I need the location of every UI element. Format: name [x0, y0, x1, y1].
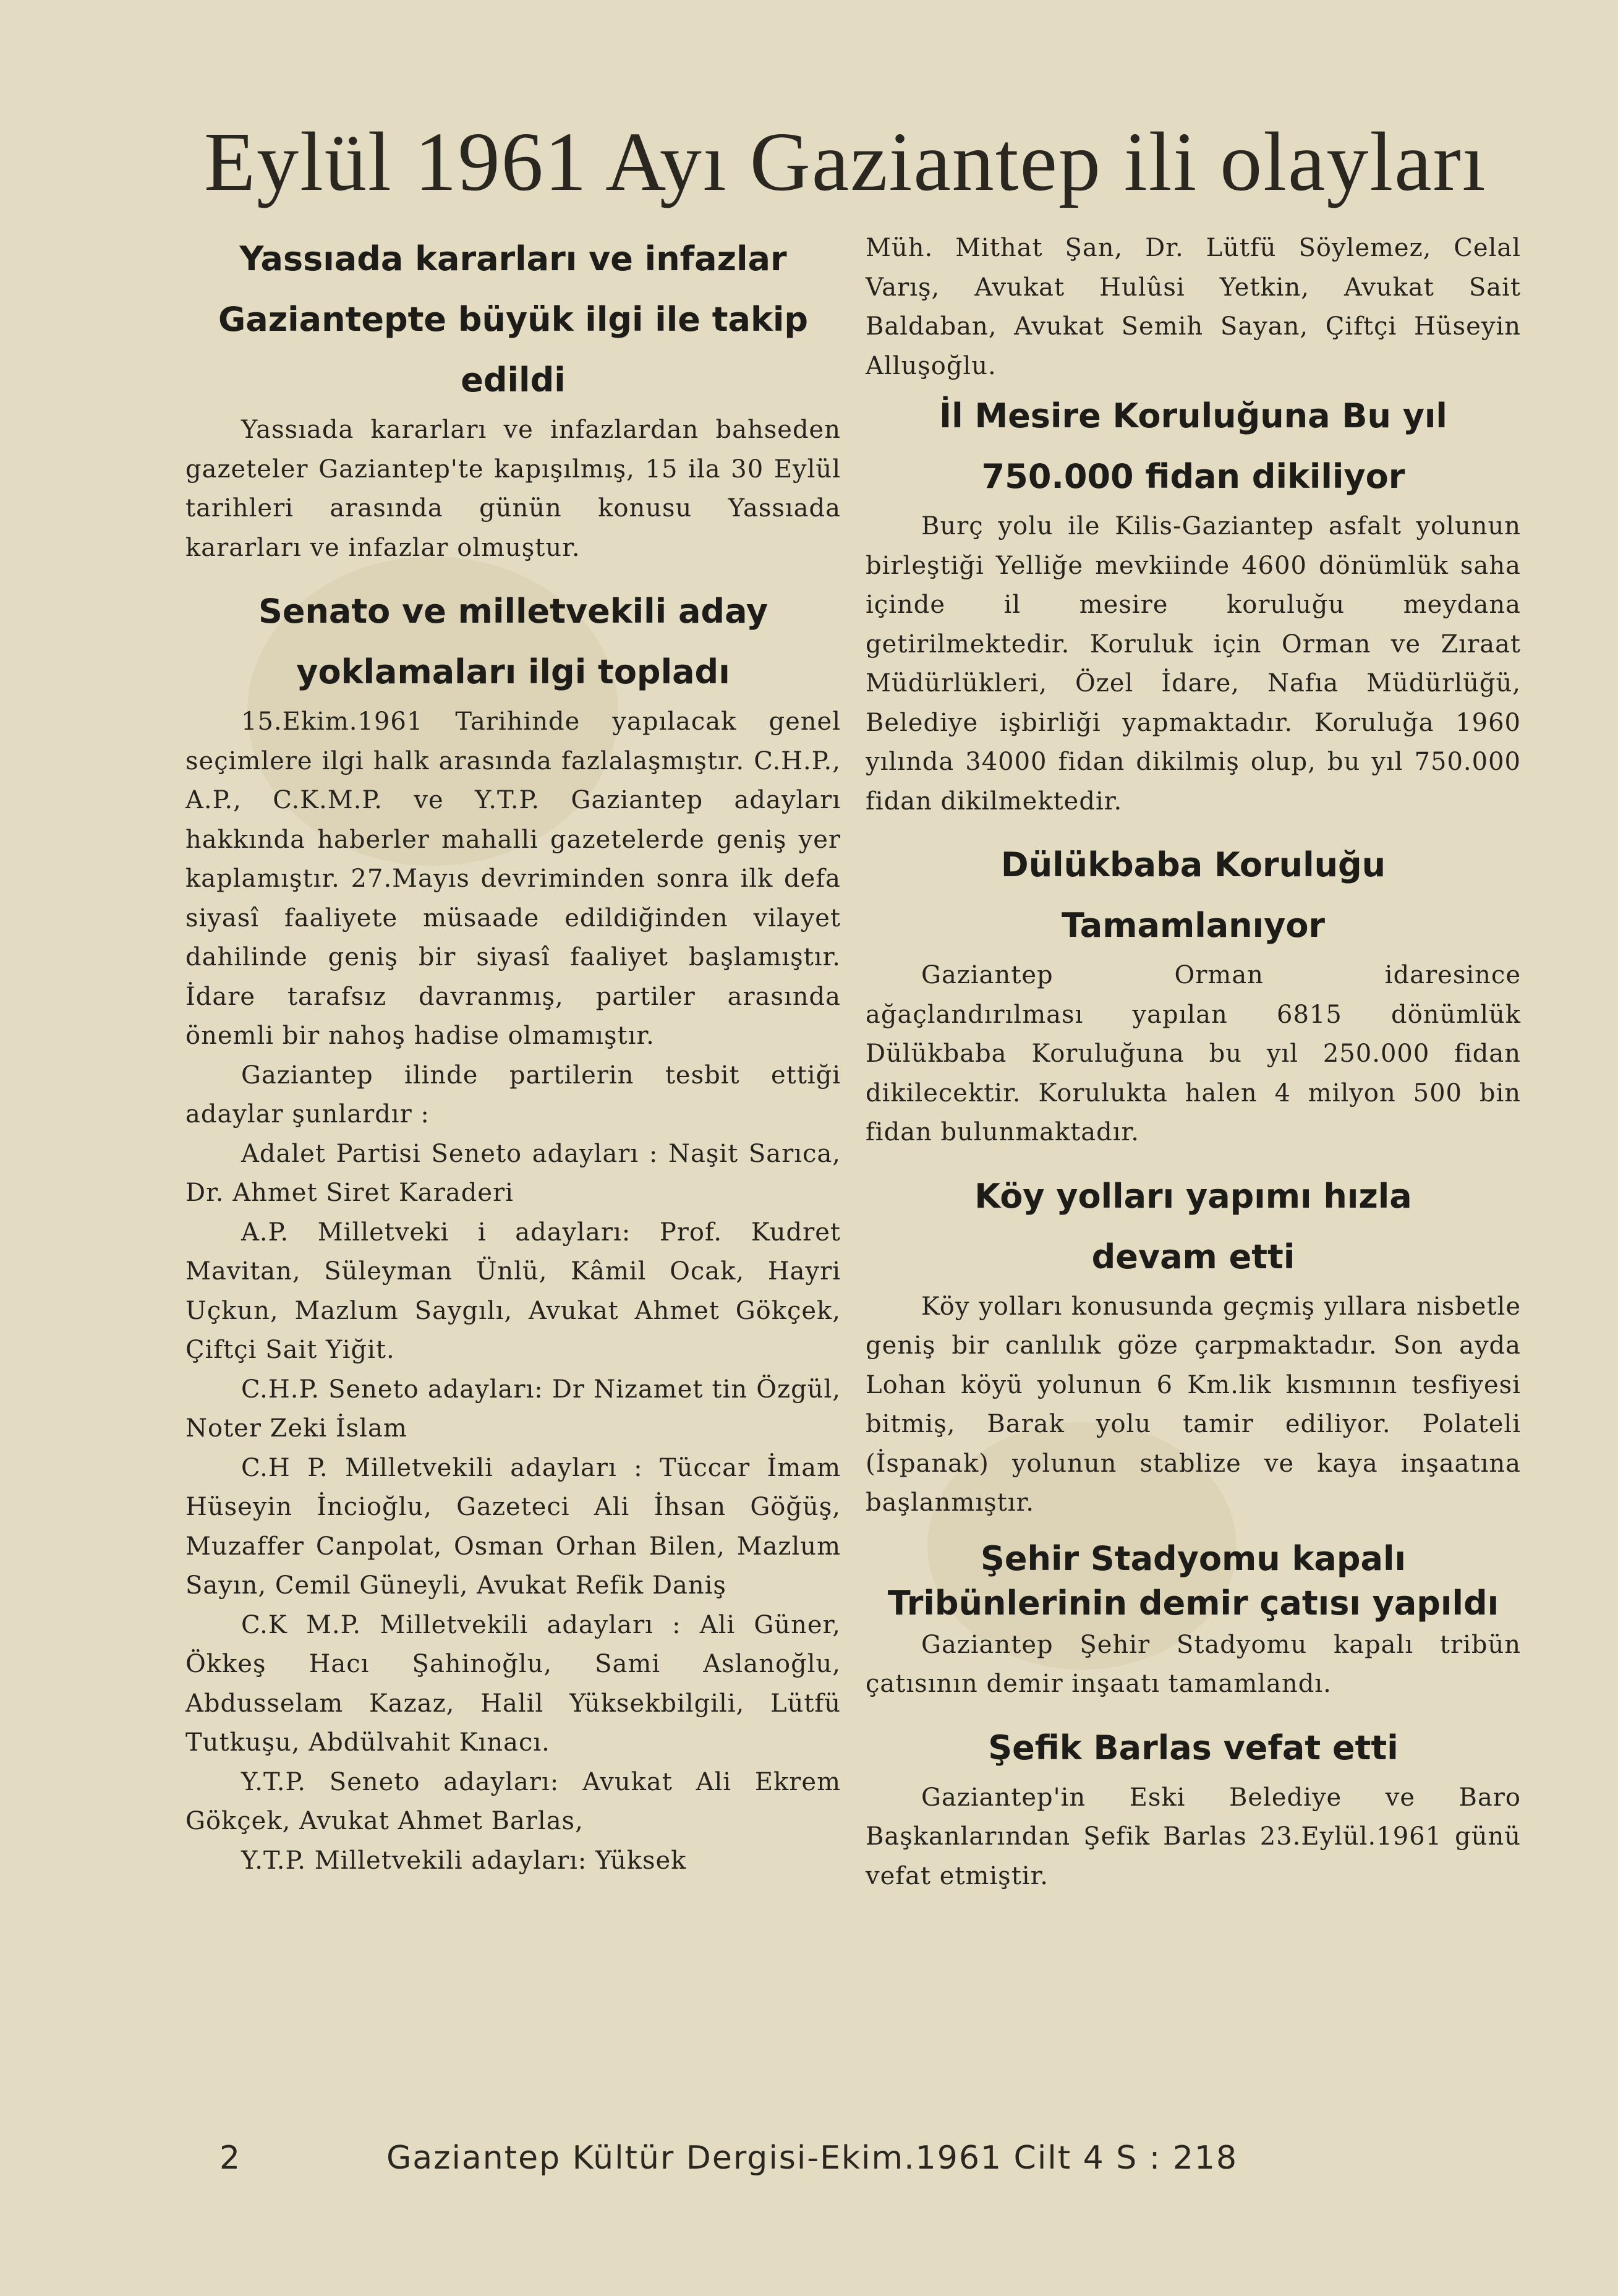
page-title: Eylül 1961 Ayı Gaziantep ili olayları: [204, 116, 1487, 208]
article-paragraph: C.H.P. Seneto adayları: Dr Nizamet tin Özgül, Noter Zeki İslam: [185, 1375, 841, 1443]
article-paragraph: Yassıada kararları ve infazlardan bahseden gazeteler Gaziantep'te kapışılmış, 15 ila 30 Eylül tarihleri arasında günün konusu Yassıada kararları ve infazlar olmuştur.: [185, 416, 841, 562]
left-column: [185, 229, 841, 1880]
article-paragraph: Adalet Partisi Seneto adayları : Naşit Sarıca, Dr. Ahmet Siret Karaderi: [185, 1139, 841, 1207]
article-paragraph: 15.Ekim.1961 Tarihinde yapılacak genel seçimlere ilgi halk arasında fazlalaşmıştır. C.H.P., A.P., C.K.M.P. ve Y.T.P. Gaziantep adayları hakkında haberler mahalli gazetelerde geniş yer kaplamıştır. 27.Mayıs devriminden sonra ilk defa siyasî faaliyete müsaade edildiğinden vilayet dahilinde geniş bir siyasî faaliyet başlamıştır. İdare tarafsız davranmış, partiler arasında önemli bir nahoş hadise olmamıştır.: [185, 707, 841, 1050]
article-paragraph: C.K M.P. Milletvekili adayları : Ali Güner, Ökkeş Hacı Şahinoğlu, Sami Aslanoğlu, Abdusselam Kazaz, Halil Yüksekbilgili, Lütfü Tutkuşu, Abdülvahit Kınacı.: [185, 1610, 841, 1757]
article-paragraph: Burç yolu ile Kilis-Gaziantep asfalt yolunun birleştiği Yelliğe mevkiinde 4600 dönümlük saha içinde il mesire koruluğu meydana getirilmektedir. Koruluk için Orman ve Zıraat Müdürlükleri, Özel İdare, Nafıa Müdürlüğü, Belediye işbirliği yapmaktadır. Koruluğa 1960 yılında 34000 fidan dikilmiş olup, bu yıl 750.000 fidan dikilmektedir.: [866, 512, 1521, 816]
article-yassiada: [185, 229, 841, 568]
article-paragraph: Gaziantep ilinde partilerin tesbit ettiği adaylar şunlardır :: [185, 1061, 841, 1129]
page-footer: [219, 2136, 1505, 2180]
article-senato: [185, 581, 841, 1880]
page-number: 2: [219, 2140, 241, 2177]
article-paragraph: A.P. Milletveki i adayları: Prof. Kudret Mavitan, Süleyman Ünlü, Kâmil Ocak, Hayri Uçkun, Mazlum Saygılı, Avukat Ahmet Gökçek, Çiftçi Sait Yiğit.: [185, 1218, 841, 1364]
article-koy-yollari: [866, 1166, 1521, 1523]
article-stadyom: [866, 1537, 1521, 1704]
article-headline: Senato ve milletvekili aday yoklamaları ilgi topladı: [258, 592, 769, 691]
article-paragraph: Gaziantep Orman idaresince ağaçlandırılması yapılan 6815 dönümlük Dülükbaba Koruluğuna bu yıl 250.000 fidan dikilecektir. Korulukta halen 4 milyon 500 bin fidan bulunmaktadır.: [866, 961, 1521, 1146]
article-headline: Şehir Stadyomu kapalı Tribünlerinin demir çatısı yapıldı: [887, 1538, 1499, 1623]
article-barlas: [866, 1718, 1521, 1897]
article-paragraph: Y.T.P. Milletvekili adayları: Yüksek: [241, 1846, 687, 1875]
publication-info: Gaziantep Kültür Dergisi-Ekim.1961 Cilt 4 S : 218: [386, 2140, 1238, 2177]
continuation-paragraph: Müh. Mithat Şan, Dr. Lütfü Söylemez, Celal Varış, Avukat Hulûsi Yetkin, Avukat Sait Baldaban, Avukat Semih Sayan, Çiftçi Hüseyin Alluşoğlu.: [866, 234, 1521, 380]
right-column: [866, 229, 1521, 1896]
article-headline: Köy yolları yapımı hızla devam etti: [974, 1176, 1412, 1276]
article-dulukbaba: [866, 835, 1521, 1153]
article-paragraph: C.H P. Milletvekili adayları : Tüccar İmam Hüseyin İncioğlu, Gazeteci Ali İhsan Göğüş, Muzaffer Canpolat, Osman Orhan Bilen, Mazlum Sayın, Cemil Güneyli, Avukat Refik Daniş: [185, 1453, 841, 1600]
article-headline: Şefik Barlas vefat etti: [988, 1728, 1399, 1767]
article-paragraph: Gaziantep'in Eski Belediye ve Baro Başkanlarından Şefik Barlas 23.Eylül.1961 günü vefat etmiştir.: [866, 1783, 1521, 1890]
article-paragraph: Köy yolları konusunda geçmiş yıllara nisbetle geniş bir canlılık göze çarpmaktadır. Son ayda Lohan köyü yolunun 6 Km.lik kısmının tesfiyesi bitmiş, Barak yolu tamir ediliyor. Polateli (İspanak) yolunun stablize ve kaya inşaatına başlanmıştır.: [866, 1292, 1521, 1517]
article-mesire: [866, 386, 1521, 821]
article-headline: Dülükbaba Koruluğu Tamamlanıyor: [1000, 845, 1386, 945]
article-headline: İl Mesire Koruluğuna Bu yıl 750.000 fidan dikiliyor: [939, 396, 1447, 496]
article-paragraph: Gaziantep Şehir Stadyomu kapalı tribün çatısının demir inşaatı tamamlandı.: [866, 1630, 1521, 1698]
article-paragraph: Y.T.P. Seneto adayları: Avukat Ali Ekrem Gökçek, Avukat Ahmet Barlas,: [185, 1767, 841, 1835]
article-headline: Yassıada kararları ve infazlar Gaziantepte büyük ilgi ile takip edildi: [218, 239, 809, 399]
